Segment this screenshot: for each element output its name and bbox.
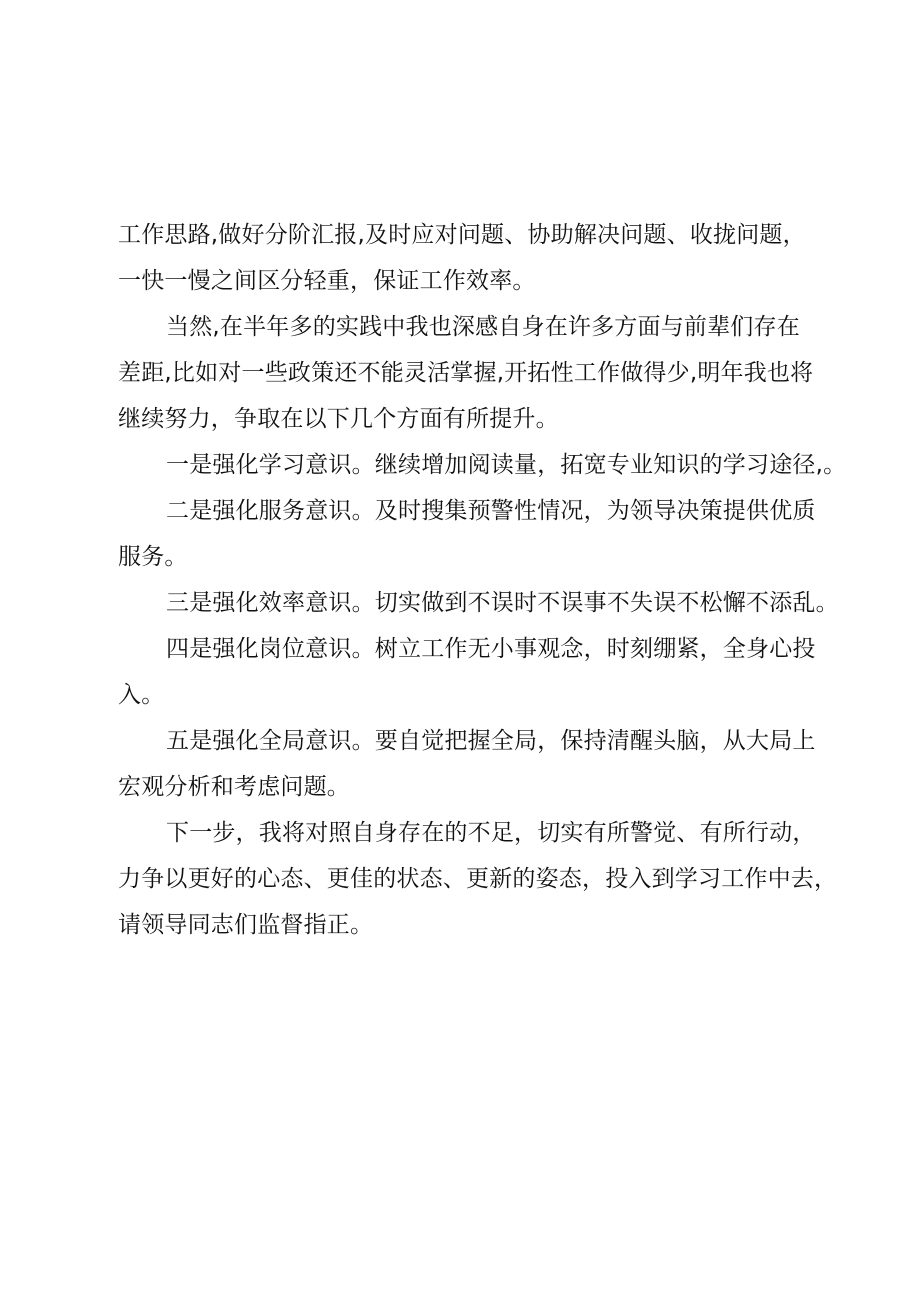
paragraph-start-line: 四是强化岗位意识。树立工作无小事观念，时刻绷紧，全身心投	[166, 636, 816, 662]
text-line: 请领导同志们监督指正。	[118, 912, 374, 938]
paragraph-start-line: 下一步，我将对照自身存在的不足，切实有所警觉、有所行动，	[166, 820, 816, 846]
text-line: 宏观分析和考虑问题。	[118, 774, 350, 800]
paragraph-start-line: 二是强化服务意识。及时搜集预警性情况，为领导决策提供优质	[166, 498, 816, 524]
text-line: 差距,比如对一些政策还不能灵活掌握,开拓性工作做得少,明年我也将	[118, 360, 814, 386]
text-line: 工作思路,做好分阶汇报,及时应对问题、协助解决问题、收拢问题，	[118, 222, 806, 248]
paragraph-start-line: 三是强化效率意识。切实做到不误时不误事不失误不松懈不添乱。	[166, 590, 839, 616]
document-body	[118, 212, 847, 948]
text-line: 力争以更好的心态、更佳的状态、更新的姿态，投入到学习工作中去，	[118, 866, 838, 892]
paragraph-start-line: 一是强化学习意识。继续增加阅读量，拓宽专业知识的学习途径,。	[166, 452, 847, 478]
paragraph-start-line: 当然,在半年多的实践中我也深感自身在许多方面与前辈们存在	[166, 314, 800, 340]
text-line: 入。	[118, 682, 165, 708]
text-line: 继续努力，争取在以下几个方面有所提升。	[118, 406, 559, 432]
text-line: 服务。	[118, 544, 188, 570]
text-line: 一快一慢之间区分轻重，保证工作效率。	[118, 268, 536, 294]
paragraph-start-line: 五是强化全局意识。要自觉把握全局，保持清醒头脑，从大局上	[166, 728, 816, 754]
